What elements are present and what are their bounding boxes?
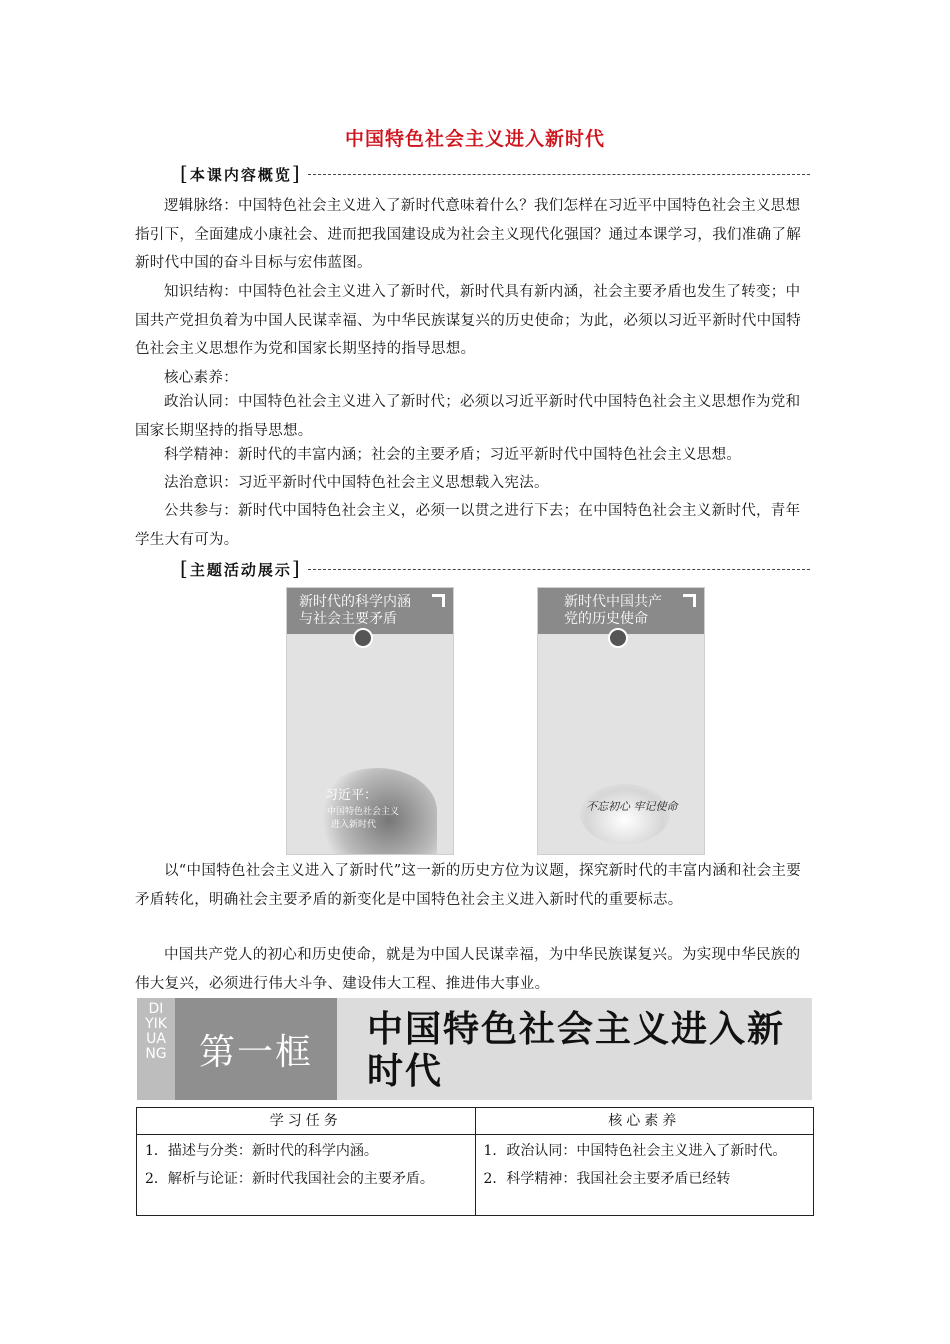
photo-caption: 中国特色社会主义 [327,807,400,817]
table-cell-literacy [475,1135,814,1216]
section-overview-label: 本课内容概览 [189,166,292,184]
table-cell-tasks [137,1135,476,1216]
photo-caption: 习近平： [325,788,378,803]
card-title-line: 新时代的科学内涵 [299,594,411,610]
section-activity-label: 主题活动展示 [189,561,292,579]
card-title-line: 与社会主要矛盾 [299,611,397,627]
paragraph-logic: 逻辑脉络：中国特色社会主义进入了新时代意味着什么？我们怎样在习近平中国特色社会主义思想指引下，全面建成小康社会、进而把我国建设成为社会主义现代化强国？通过本课学习，我们准确了解新时代中国的奋斗目标与宏伟蓝图。 [135,198,801,271]
learning-table [136,1107,814,1216]
card-title-line: 新时代中国共产 [564,594,662,610]
lesson-banner [137,998,812,1100]
table-header-literacy: 核心素养 [475,1108,814,1135]
list-item: 2．科学精神：我国社会主要矛盾已经转 [483,1171,731,1187]
paragraph-activity-2: 中国共产党人的初心和历史使命，就是为中国人民谋幸福，为中华民族谋复兴。为实现中华民族的伟大复兴，必须进行伟大斗争、建设伟大工程、推进伟大事业。 [135,947,801,992]
banner-heading: 中国特色社会主义进入新时代 [367,1008,786,1092]
paragraph-activity-1: 以“中国特色社会主义进入了新时代”这一新的历史方位为议题，探究新时代的丰富内涵和社会主要矛盾转化，明确社会主要矛盾的新变化是中国特色社会主义进入新时代的重要标志。 [135,863,802,908]
divider [308,174,810,175]
corner-icon [432,594,445,607]
calligraphy-text: 不忘初心 牢记使命 [586,800,678,813]
list-item: 1．政治认同：中国特色社会主义进入了新时代。 [483,1143,787,1159]
list-item: 2．解析与论证：新时代我国社会的主要矛盾。 [145,1171,434,1187]
section-header-activity: [主题活动展示] [178,556,810,580]
paragraph-science: 科学精神：新时代的丰富内涵；社会的主要矛盾；习近平新时代中国特色社会主义思想。 [164,447,742,463]
card-title-line: 党的历史使命 [564,611,648,627]
table-header-tasks: 学习任务 [137,1108,476,1135]
section-header-overview: [本课内容概览] [178,161,810,185]
landscape-image [580,784,670,844]
paragraph-law: 法治意识：习近平新时代中国特色社会主义思想载入宪法。 [164,475,549,491]
divider [308,569,810,570]
globe-icon [608,628,628,648]
paragraph-core: 核心素养： [164,370,238,386]
table-row [137,1135,814,1216]
list-item: 1．描述与分类：新时代的科学内涵。 [145,1143,378,1159]
page-title: 中国特色社会主义进入新时代 [344,128,605,150]
corner-icon [683,594,696,607]
paragraph-knowledge: 知识结构：中国特色社会主义进入了新时代，新时代具有新内涵，社会主要矛盾也发生了转变；中国共产党担负着为中国人民谋幸福、为中华民族谋复兴的历史使命；为此，必须以习近平新时代中国特色社会主义思想作为党和国家长期坚持的指导思想。 [135,284,801,357]
banner-label: 第一框 [198,1031,313,1073]
activity-card-2 [537,587,705,855]
banner-vertical-text: DIYIKUANG [145,1001,167,1062]
paragraph-public: 公共参与：新时代中国特色社会主义，必须一以贯之进行下去；在中国特色社会主义新时代，青年学生大有可为。 [135,503,801,548]
globe-icon [353,628,373,648]
photo-caption: 进入新时代 [331,820,377,830]
activity-card-1 [286,587,454,855]
paragraph-political: 政治认同：中国特色社会主义进入了新时代；必须以习近平新时代中国特色社会主义思想作为党和国家长期坚持的指导思想。 [135,394,801,439]
